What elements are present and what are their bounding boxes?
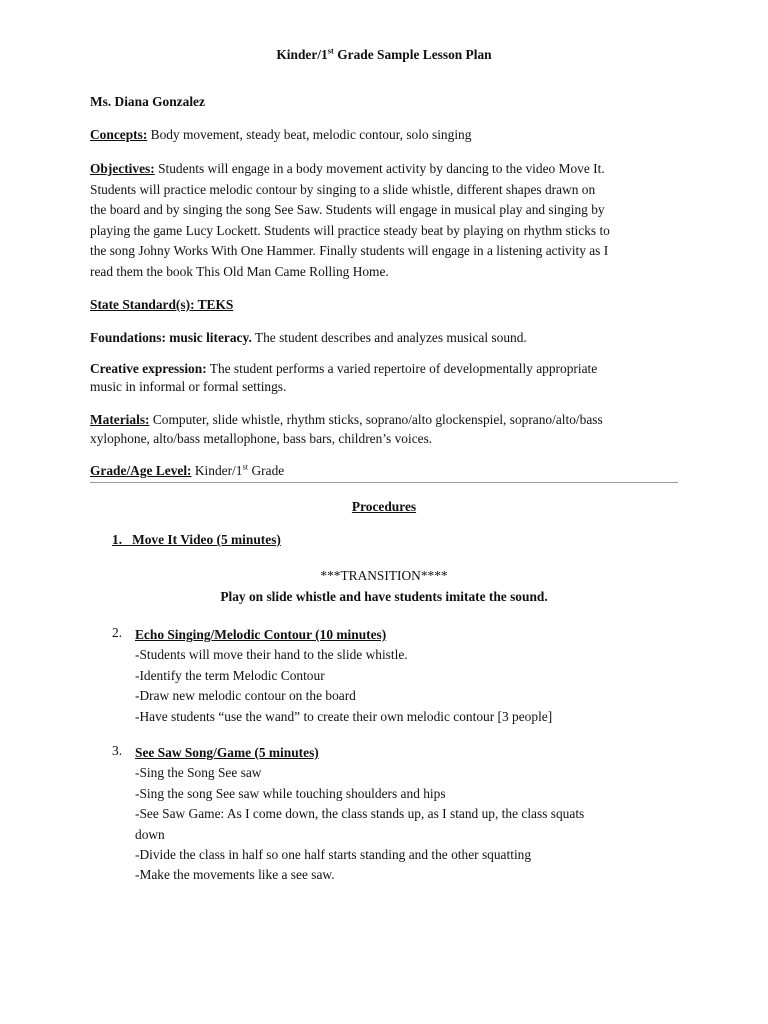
objectives-line-6: read them the book This Old Man Came Rolling Home. [90,263,389,279]
creative-label: Creative expression: [90,361,207,376]
objectives-label: Objectives: [90,161,155,176]
step-3-item: -See Saw Game: As I come down, the class stands up, as I stand up, the class squats [135,806,585,822]
materials-label: Materials: [90,412,150,427]
teacher-name: Ms. Diana Gonzalez [90,94,205,109]
step-3-item: -Sing the Song See saw [135,765,262,781]
step-2-block [135,625,552,727]
step-3-heading: See Saw Song/Game (5 minutes) [135,745,319,760]
section-divider [90,482,678,483]
concepts-line [90,127,471,143]
step-2-item: -Students will move their hand to the slide whistle. [135,647,408,663]
materials-line-2: xylophone, alto/bass metallophone, bass bars, children’s voices. [90,431,433,446]
foundations-text: The student describes and analyzes musical sound. [254,330,527,345]
objectives-paragraph [90,159,682,282]
concepts-text: Body movement, steady beat, melodic contour, solo singing [150,127,472,142]
objectives-line-2: Students will practice melodic contour by singing to a slide whistle, different shapes drawn on [90,181,596,197]
grade-label: Grade/Age Level: [90,463,192,478]
step-2-item: -Draw new melodic contour on the board [135,688,356,704]
step-3-item: -Make the movements like a see saw. [135,867,335,883]
creative-expression-paragraph [90,360,682,396]
step-3-number: 3. [112,743,123,758]
state-standard-heading: State Standard(s): TEKS [90,297,234,312]
objectives-line-3: the board and by singing the song See Saw. Students will engage in musical play and singing by [90,202,605,217]
objectives-line-4: playing the game Lucy Lockett. Students will practice steady beat by playing on rhythm sticks to [90,222,610,238]
materials-paragraph [90,410,682,448]
materials-line-1: Materials: Computer, slide whistle, rhythm sticks, soprano/alto glockenspiel, soprano/alto/bass [90,412,603,427]
foundations-line [90,330,527,346]
foundations-label: Foundations: music literacy. [90,330,252,345]
step-2-heading: Echo Singing/Melodic Contour (10 minutes) [135,627,387,642]
objectives-line-1: Objectives: Students will engage in a body movement activity by dancing to the video Move It. [90,161,605,176]
step-2-number: 2. [112,625,123,640]
creative-line-1: Creative expression: The student performs a varied repertoire of developmentally appropriate [90,361,598,376]
step-2-item: -Have students “use the wand” to create their own melodic contour [3 people] [135,708,553,724]
step-1-heading: 1. Move It Video (5 minutes) [112,532,281,547]
creative-line-2: music in informal or formal settings. [90,379,287,394]
step-3-item: -Divide the class in half so one half starts standing and the other squatting [135,847,532,863]
procedures-heading: Procedures [351,499,417,514]
transition-instruction: Play on slide whistle and have students imitate the sound. [220,589,548,604]
page-title: Kinder/1st Grade Sample Lesson Plan [276,45,492,62]
grade-level-line: Grade/Age Level: Kinder/1st Grade [90,461,285,478]
concepts-label: Concepts: [90,127,148,142]
objectives-line-5: the song Johny Works With One Hammer. Finally students will engage in a listening activity as I [90,243,609,258]
step-3-block [135,743,584,886]
transition-label: ***TRANSITION**** [320,568,448,583]
step-3-item: down [135,826,165,842]
step-3-item: -Sing the song See saw while touching shoulders and hips [135,785,446,801]
step-2-item: -Identify the term Melodic Contour [135,667,325,683]
